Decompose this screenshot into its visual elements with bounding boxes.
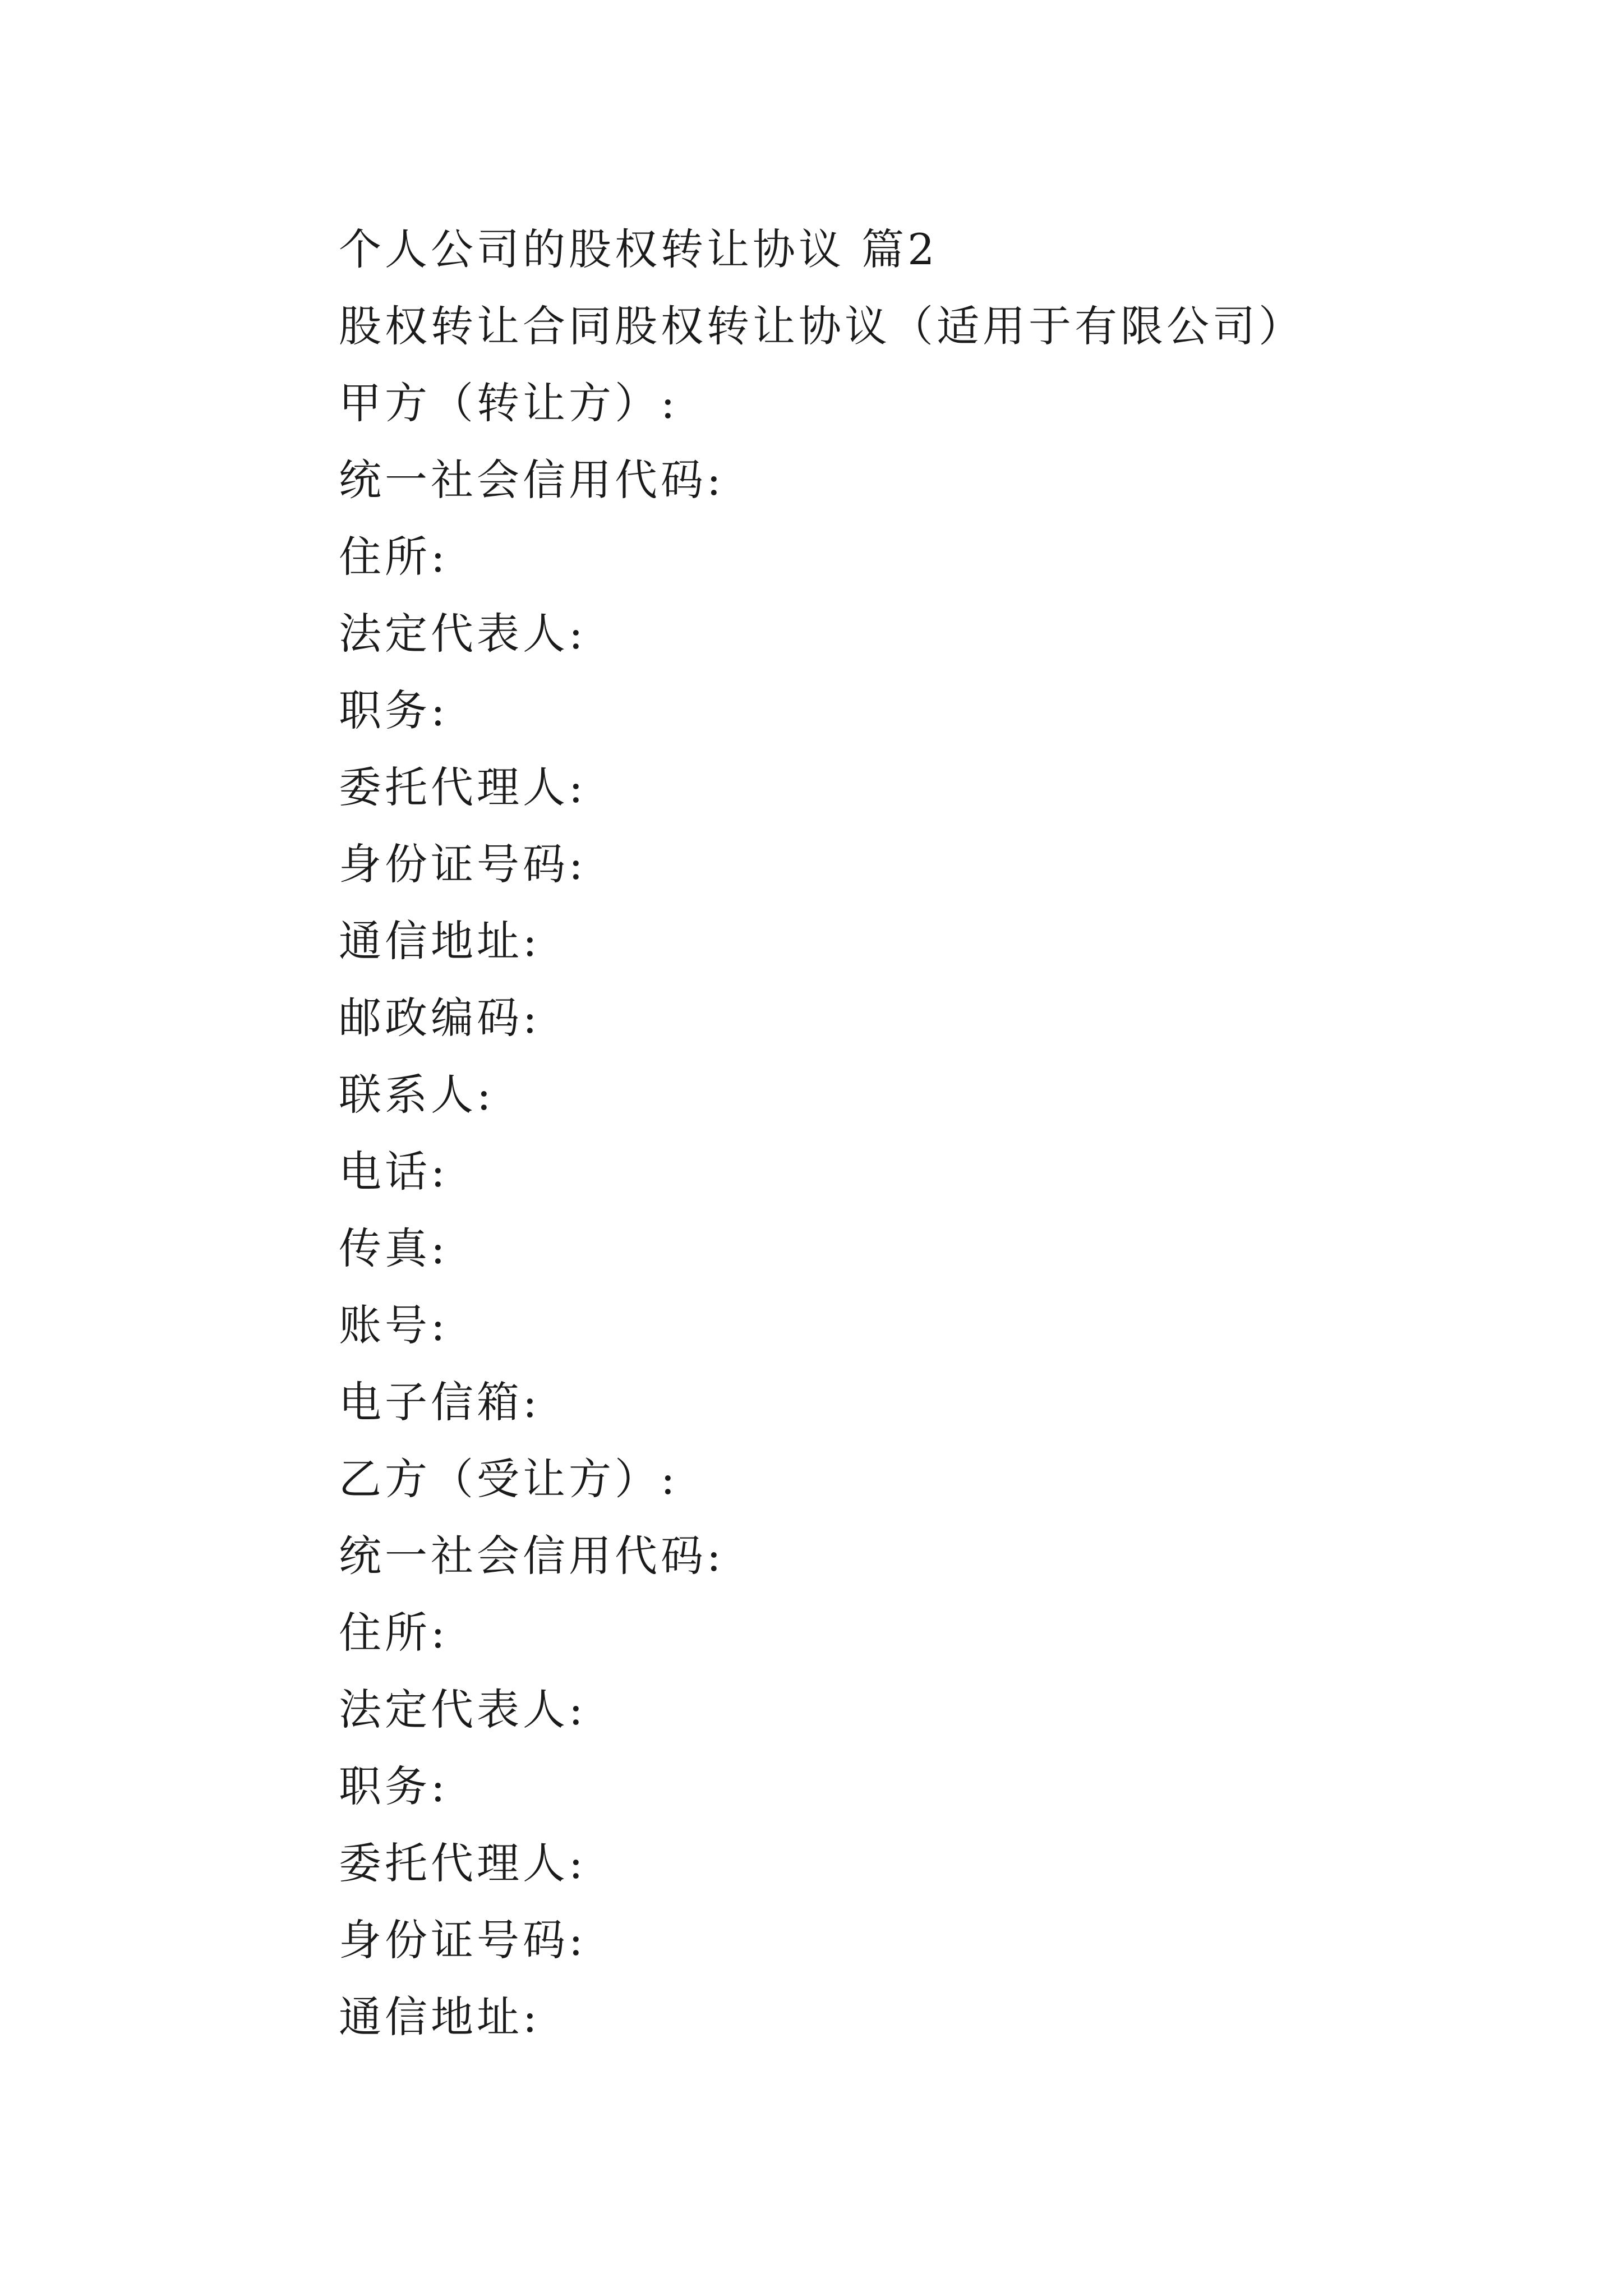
party-a-id-number-label: 身份证号码:	[339, 839, 587, 889]
party-b-legal-rep-label: 法定代表人:	[339, 1685, 587, 1734]
party-a-agent-label: 委托代理人:	[339, 762, 587, 812]
party-b-mailing-address-label: 通信地址:	[339, 1992, 541, 2042]
party-b-credit-code-label: 统一社会信用代码:	[339, 1531, 725, 1581]
party-a-contact-label: 联系人:	[339, 1070, 495, 1120]
party-a-phone-label: 电话:	[339, 1147, 449, 1197]
document-title: 个人公司的股权转让协议 篇2	[339, 224, 938, 274]
party-a-position-label: 职务:	[339, 685, 449, 735]
party-b-id-number-label: 身份证号码:	[339, 1915, 587, 1965]
party-a-legal-rep-label: 法定代表人:	[339, 609, 587, 659]
party-a-email-label: 电子信箱:	[339, 1377, 541, 1427]
party-a-fax-label: 传真:	[339, 1223, 449, 1273]
party-a-credit-code-label: 统一社会信用代码:	[339, 455, 725, 505]
party-b-agent-label: 委托代理人:	[339, 1838, 587, 1888]
party-b-address-label: 住所:	[339, 1608, 449, 1658]
party-b-heading: 乙方（受让方）:	[339, 1454, 679, 1504]
party-a-mailing-address-label: 通信地址:	[339, 916, 541, 966]
document-subtitle: 股权转让合同股权转让协议（适用于有限公司）	[339, 301, 1304, 351]
party-a-account-label: 账号:	[339, 1300, 449, 1350]
party-a-heading: 甲方（转让方）:	[339, 378, 679, 428]
party-a-address-label: 住所:	[339, 532, 449, 582]
party-a-postcode-label: 邮政编码:	[339, 993, 541, 1043]
document-body	[339, 211, 1460, 2055]
party-b-position-label: 职务:	[339, 1761, 449, 1811]
